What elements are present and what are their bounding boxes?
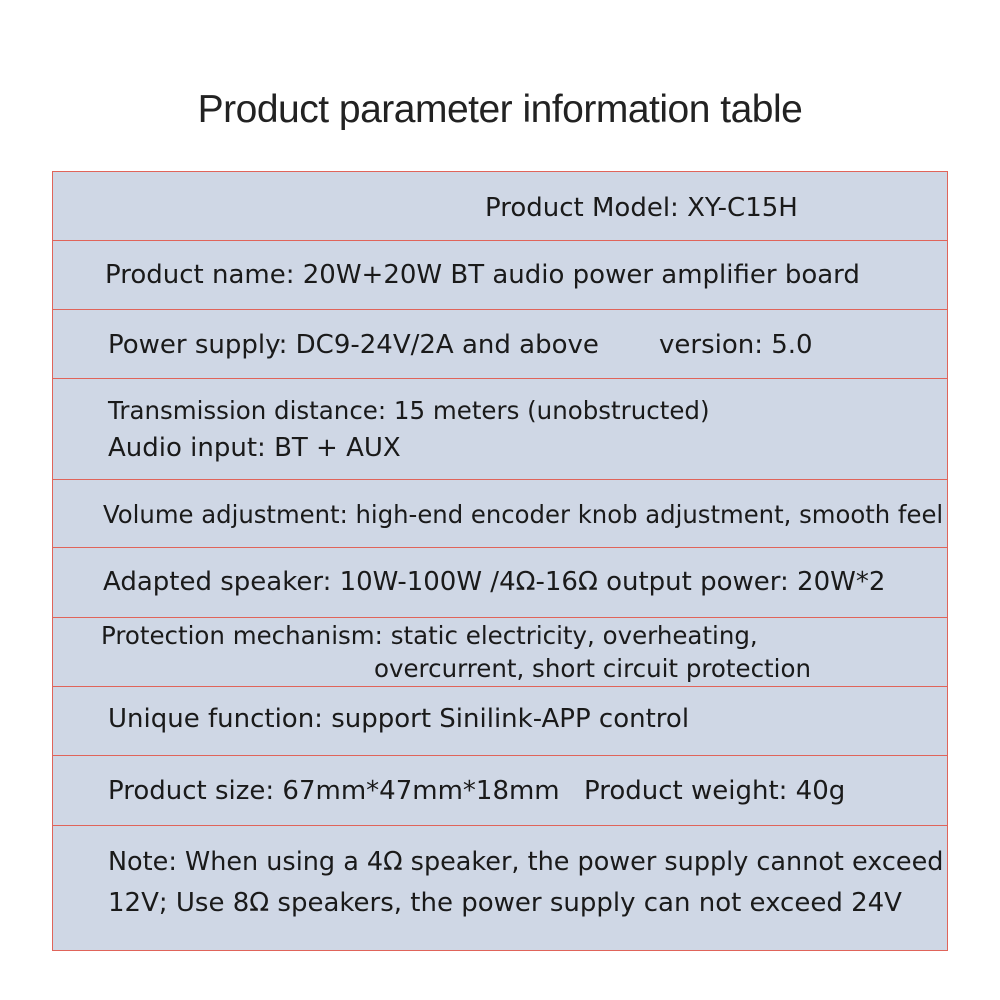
table-row-volume (53, 480, 947, 548)
product-model-text: Product Model: XY-C15H (485, 193, 798, 223)
note-line-1: Note: When using a 4Ω speaker, the power supply cannot exceed (108, 847, 944, 877)
table-row-size (53, 756, 947, 826)
table-row-function (53, 687, 947, 756)
table-row-note (53, 826, 947, 950)
unique-function-text: Unique function: support Sinilink-APP control (108, 704, 690, 734)
table-row-protection (53, 618, 947, 687)
adapted-speaker-text: Adapted speaker: 10W-100W /4Ω-16Ω output power: 20W*2 (103, 567, 886, 597)
version-text: version: 5.0 (659, 330, 813, 360)
power-supply-text: Power supply: DC9-24V/2A and above (108, 330, 599, 360)
audio-input-text: Audio input: BT + AUX (108, 433, 401, 463)
transmission-distance-text: Transmission distance: 15 meters (unobstructed) (108, 396, 710, 425)
volume-adjustment-text: Volume adjustment: high-end encoder knob adjustment, smooth feel (103, 500, 944, 529)
product-weight-text: Product weight: 40g (584, 776, 846, 806)
page-title: Product parameter information table (197, 88, 803, 131)
protection-line-1: Protection mechanism: static electricity, overheating, (101, 621, 758, 650)
protection-line-2: overcurrent, short circuit protection (374, 654, 811, 683)
product-name-text: Product name: 20W+20W BT audio power amplifier board (105, 260, 860, 290)
table-row-name (53, 241, 947, 310)
product-size-text: Product size: 67mm*47mm*18mm (108, 776, 560, 806)
note-line-2: 12V; Use 8Ω speakers, the power supply can not exceed 24V (108, 888, 902, 918)
table-row-power (53, 310, 947, 379)
table-row-speaker (53, 548, 947, 618)
table-row-transmission (53, 379, 947, 480)
parameter-table (52, 171, 948, 951)
table-row-model (53, 172, 947, 241)
